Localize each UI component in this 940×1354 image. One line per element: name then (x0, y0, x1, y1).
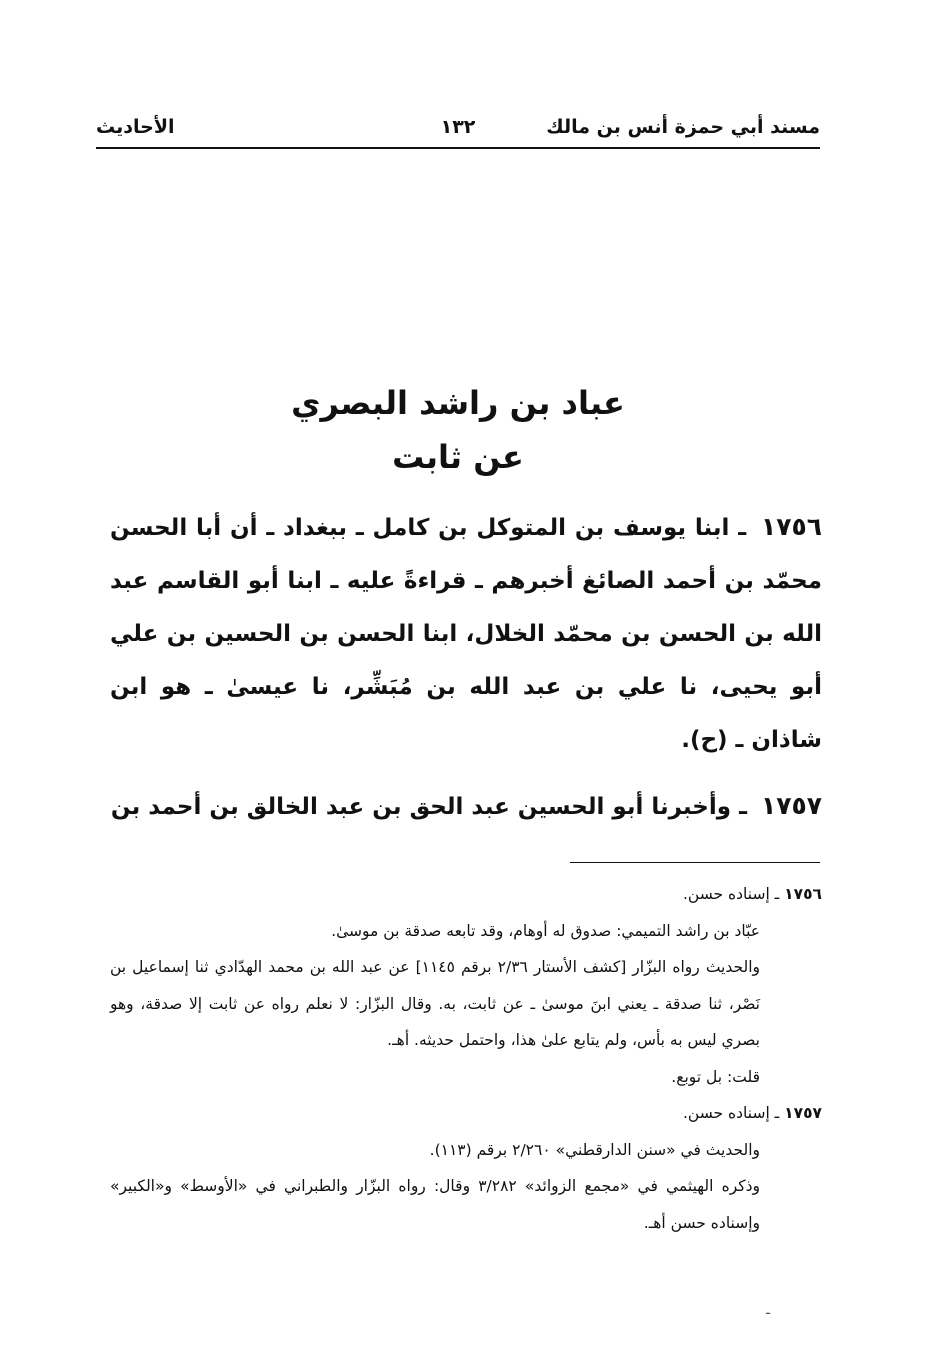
footnote-1756-line1: عبّاد بن راشد التميمي: صدوق له أوهام، وقد تابعه صدقة بن موسىٰ. (331, 921, 760, 940)
footnote-status: ـ إسناده حسن. (682, 1104, 780, 1122)
footnote-1756-note: قلت: بل توبع. (671, 1067, 760, 1086)
footnote-1757-line1: والحديث في «سنن الدارقطني» ٢/٢٦٠ برقم (١١٣). (429, 1140, 760, 1159)
footnotes (110, 876, 822, 1241)
hadith-text: ـ ابنا يوسف بن المتوكل بن كامل ـ ببغداد ـ أن أبا الحسن محمّد بن أحمد الصائغ أخبرهم ـ قراءةً عليه ـ ابنا أبو القاسم عبد الله بن الحسن بن محمّد الخلال، ابنا الحسن بن الحسين بن علي أبو يحيى، نا علي بن عبد الله بن مُبَشِّر، نا عيسىٰ ـ هو ابن شاذان ـ (ح). (110, 515, 822, 753)
hadith-1756 (110, 500, 822, 767)
footnote-number: ١٧٥٧ (784, 1104, 822, 1122)
book-title: مسند أبي حمزة أنس بن مالك (546, 116, 820, 138)
section-title (96, 376, 820, 484)
footnote-1756-header (110, 876, 822, 913)
footnote-1757-header (110, 1095, 822, 1132)
running-header (96, 112, 820, 146)
footnote-1756-paragraph: والحديث رواه البزّار [كشف الأستار ٢/٣٦ برقم ١١٤٥] عن عبد الله بن محمد الهدّادي ثنا إسماعيل بن نَصْر، ثنا صدقة ـ يعني ابنَ موسىٰ ـ عن ثابت، به. وقال البزّار: لا نعلم رواه عن ثابت إلا صدقة، وهو بصري ليس به بأس، ولم يتابع علىٰ هذا، واحتمل حديثه. أهـ. (110, 958, 761, 1049)
corner-mark: ـ (766, 1302, 771, 1318)
hadith-number: ١٧٥٧ (760, 791, 822, 820)
hadith-number: ١٧٥٦ (760, 512, 823, 541)
footnote-rule (570, 862, 820, 863)
hadith-1757 (110, 779, 822, 834)
header-rule (96, 147, 820, 149)
hadith-text: ـ وأخبرنا أبو الحسين عبد الحق بن عبد الخالق بن أحمد بن (110, 794, 747, 820)
footnote-number: ١٧٥٦ (784, 885, 822, 903)
section-title-line1: عباد بن راشد البصري (291, 384, 625, 422)
section-title-line2: عن ثابت (392, 438, 524, 476)
footnote-status: ـ إسناده حسن. (682, 885, 780, 903)
main-text (110, 500, 822, 846)
page-number: ١٣٢ (440, 116, 476, 138)
section-name: الأحاديث (96, 116, 175, 138)
footnote-1757-paragraph: وذكره الهيثمي في «مجمع الزوائد» ٣/٢٨٢ وقال: رواه البزّار والطبراني في «الأوسط» و«الكبير» وإسناده حسن أهـ. (110, 1177, 761, 1232)
